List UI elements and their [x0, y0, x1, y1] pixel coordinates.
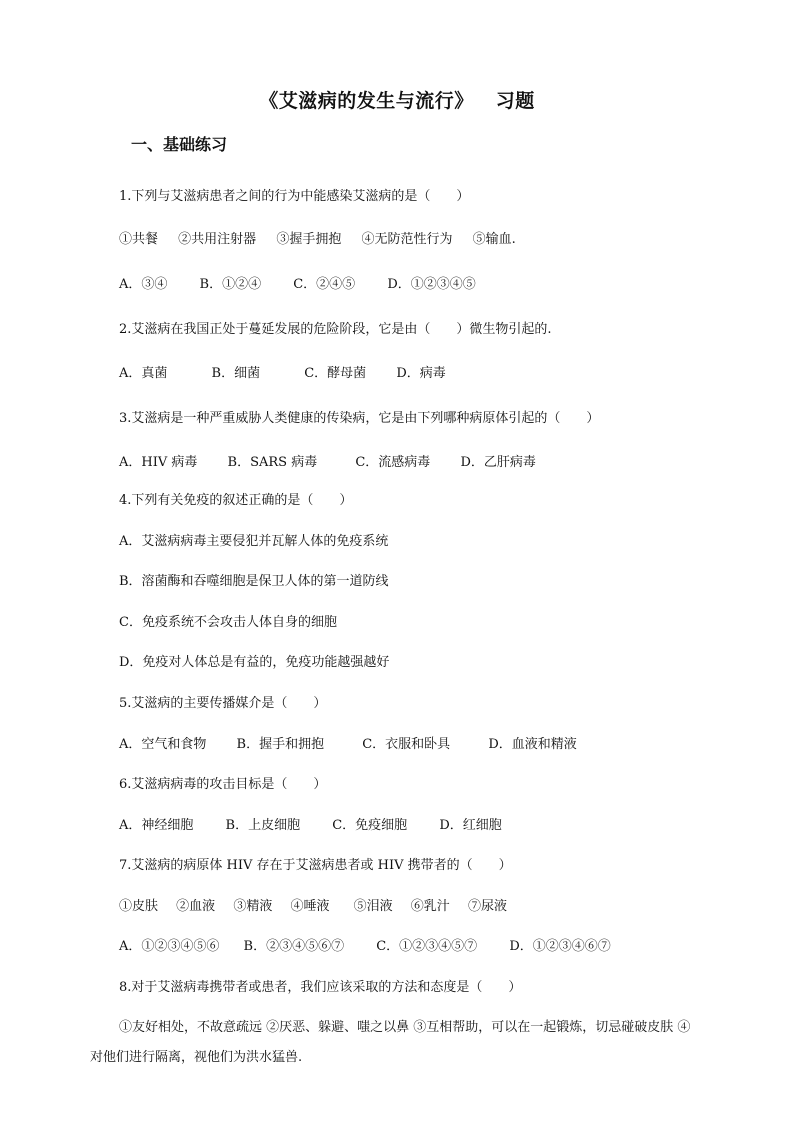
- q4-option-c: C．免疫系统不会攻击人体自身的细胞: [119, 615, 337, 630]
- q7-item-7: ⑦尿液: [467, 899, 507, 914]
- q7-option-d: D．①②③④⑥⑦: [509, 939, 611, 954]
- question-6-stem: 6.艾滋病病毒的攻击目标是（ ）: [119, 777, 327, 792]
- question-5-options: [119, 736, 577, 754]
- q1-item-4: ④无防范性行为: [361, 232, 453, 247]
- q7-item-2: ②血液: [176, 899, 216, 914]
- q7-item-3: ③精液: [233, 899, 273, 914]
- document-title: [0, 86, 794, 113]
- q1-option-c: C．②④⑤: [293, 277, 356, 292]
- q4-option-b: B．溶菌酶和吞噬细胞是保卫人体的第一道防线: [119, 574, 389, 589]
- q1-item-1: ①共餐: [119, 232, 159, 247]
- q1-option-d: D．①②③④⑤: [387, 277, 476, 292]
- q6-option-c: C．免疫细胞: [332, 818, 408, 833]
- q2-option-b: B．细菌: [211, 366, 261, 381]
- q7-option-c: C．①②③④⑤⑦: [376, 939, 478, 954]
- question-7-stem: 7.艾滋病的病原体 HIV 存在于艾滋病患者或 HIV 携带者的（ ）: [119, 858, 512, 873]
- question-2-options: [119, 365, 446, 383]
- question-4-stem: 4.下列有关免疫的叙述正确的是（ ）: [119, 493, 353, 508]
- q5-option-a: A．空气和食物: [119, 737, 207, 752]
- q6-option-a: A．神经细胞: [119, 818, 194, 833]
- q7-item-4: ④唾液: [290, 899, 330, 914]
- q1-option-b: B．①②④: [199, 277, 262, 292]
- q7-item-1: ①皮肤: [119, 899, 159, 914]
- q5-option-d: D．血液和精液: [488, 737, 577, 752]
- q7-item-5: ⑤泪液: [353, 899, 393, 914]
- q1-item-5: ⑤输血.: [472, 232, 516, 247]
- question-3-stem: 3.艾滋病是一种严重威胁人类健康的传染病，它是由下列哪种病原体引起的（ ）: [119, 411, 600, 426]
- q7-item-6: ⑥乳汁: [410, 899, 450, 914]
- question-1-options: [119, 276, 476, 294]
- q3-option-a: A．HIV 病毒: [119, 455, 198, 470]
- document-title-main: 《艾滋病的发生与流行》: [259, 90, 474, 112]
- q1-item-2: ②共用注射器: [178, 232, 257, 247]
- q4-option-d: D．免疫对人体总是有益的，免疫功能越强越好: [119, 655, 390, 670]
- q5-option-b: B．握手和拥抱: [236, 737, 325, 752]
- q1-option-a: A．③④: [119, 277, 168, 292]
- q5-option-c: C．衣服和卧具: [362, 737, 451, 752]
- q6-option-d: D．红细胞: [439, 818, 502, 833]
- question-3-options: [119, 454, 536, 472]
- question-8-statements: ①友好相处，不故意疏远 ②厌恶、躲避、嗤之以鼻 ③互相帮助，可以在一起锻炼，切忌碰破皮肤 ④对他们进行隔离，视他们为洪水猛兽.: [90, 1020, 691, 1065]
- q1-item-3: ③握手拥抱: [276, 232, 342, 247]
- question-2-stem: 2.艾滋病在我国正处于蔓延发展的危险阶段，它是由（ ）微生物引起的.: [119, 322, 552, 337]
- question-1-items: [119, 231, 516, 249]
- q6-option-b: B．上皮细胞: [225, 818, 301, 833]
- question-6-options: [119, 817, 502, 835]
- question-7-options: [119, 938, 611, 956]
- q3-option-b: B．SARS 病毒: [227, 455, 318, 470]
- q2-option-a: A．真菌: [119, 366, 168, 381]
- q3-option-c: C．流感病毒: [355, 455, 431, 470]
- q4-option-a: A．艾滋病病毒主要侵犯并瓦解人体的免疫系统: [119, 534, 389, 549]
- document-title-suffix: 习题: [495, 90, 535, 112]
- question-7-items: [119, 898, 507, 916]
- q2-option-d: D．病毒: [396, 366, 446, 381]
- question-8-stem: 8.对于艾滋病毒携带者或患者，我们应该采取的方法和态度是（ ）: [119, 980, 522, 995]
- q7-option-a: A．①②③④⑤⑥: [119, 939, 220, 954]
- q3-option-d: D．乙肝病毒: [460, 455, 536, 470]
- question-1-stem: 1.下列与艾滋病患者之间的行为中能感染艾滋病的是（ ）: [119, 189, 470, 204]
- section-heading: 一、基础练习: [131, 135, 228, 154]
- question-5-stem: 5.艾滋病的主要传播媒介是（ ）: [119, 696, 327, 711]
- q7-option-b: B．②③④⑤⑥⑦: [243, 939, 345, 954]
- q2-option-c: C．酵母菌: [304, 366, 367, 381]
